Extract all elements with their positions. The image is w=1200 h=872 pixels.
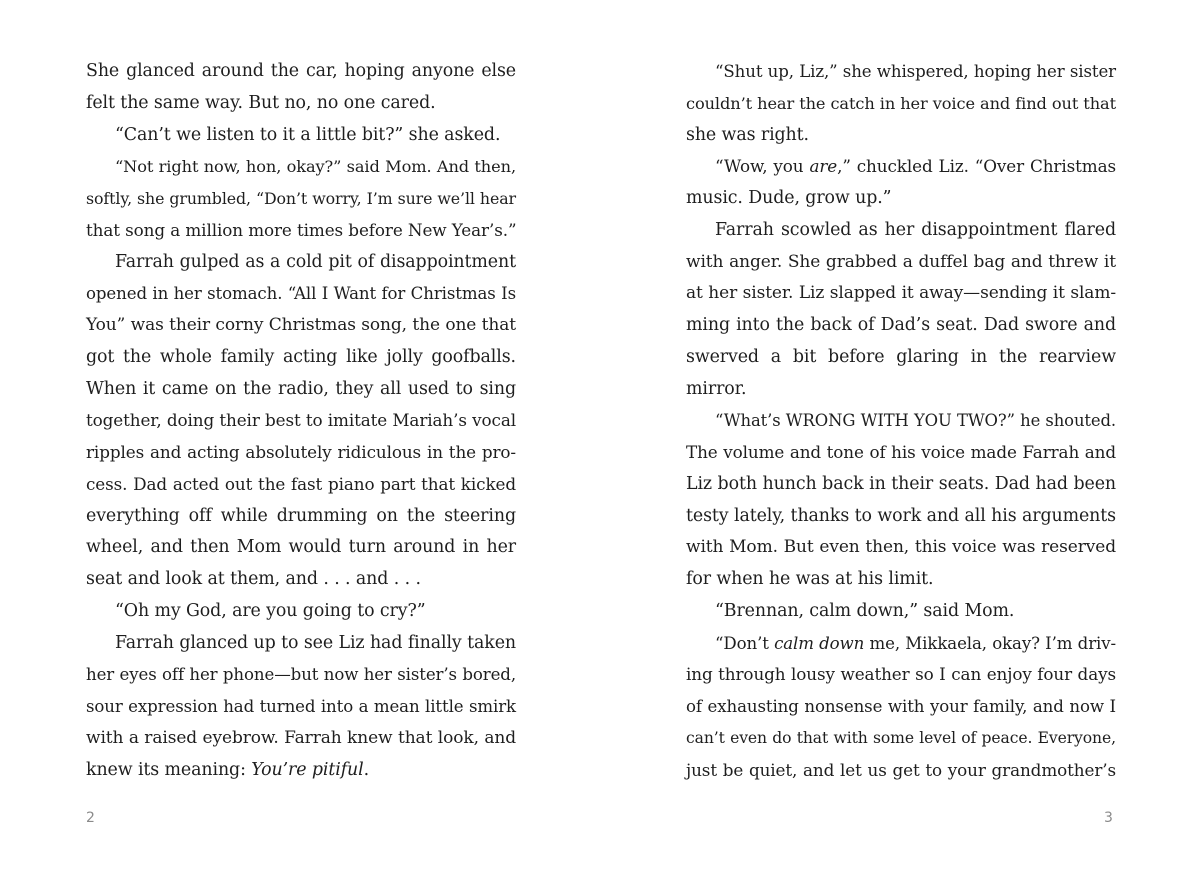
text-line: “Oh my God, are you going to cry?” [115, 600, 426, 621]
text-line: “Don’t calm down me, Mikkaela, okay? I’m driv- [715, 633, 1117, 653]
text-line: can’t even do that with some level of peace. Everyone, [686, 728, 1116, 747]
right-page [686, 56, 1116, 786]
text-line: ming into the back of Dad’s seat. Dad swore and [686, 315, 1116, 335]
text-line: for when he was at his limit. [686, 569, 934, 589]
text-line: You” was their corny Christmas song, the one that [86, 315, 516, 335]
text-line: “Not right now, hon, okay?” said Mom. And then, [115, 157, 516, 177]
text-line: “Wow, you are,” chuckled Liz. “Over Christmas [715, 156, 1116, 177]
text-line: “Brennan, calm down,” said Mom. [715, 600, 1015, 621]
text-line: wheel, and then Mom would turn around in her [86, 537, 516, 558]
text-line: got the whole family acting like jolly goofballs. [86, 346, 516, 367]
text-line: with a raised eyebrow. Farrah knew that look, and [86, 727, 516, 748]
text-line: of exhausting nonsense with your family, and now I [686, 697, 1116, 716]
text-line: Liz both hunch back in their seats. Dad had been [686, 473, 1116, 494]
text-line: seat and look at them, and . . . and . . . [86, 569, 421, 589]
text-line: felt the same way. But no, no one cared. [86, 92, 436, 113]
right-page-number: 3 [1104, 810, 1113, 826]
text-line: couldn’t hear the catch in her voice and find out that [686, 93, 1116, 113]
text-line: knew its meaning: You’re pitiful. [86, 759, 370, 780]
text-line: Farrah glanced up to see Liz had finally taken [115, 632, 516, 653]
text-line: with Mom. But even then, this voice was reserved [686, 537, 1116, 558]
left-page [86, 56, 516, 786]
text-line: with anger. She grabbed a duffel bag and threw it [686, 251, 1116, 272]
text-line: everything off while drumming on the steering [86, 505, 516, 526]
text-line: she was right. [686, 124, 809, 145]
text-line: cess. Dad acted out the fast piano part that kicked [86, 473, 516, 494]
text-line: “What’s WRONG WITH YOU TWO?” he shouted. [715, 411, 1116, 431]
text-line: her eyes off her phone—but now her sister’s bored, [86, 665, 516, 685]
text-line: ripples and acting absolutely ridiculous in the pro- [86, 442, 516, 462]
text-line: at her sister. Liz slapped it away—sending it slam- [686, 283, 1116, 304]
text-line: When it came on the radio, they all used to sing [86, 378, 516, 399]
text-line: Farrah scowled as her disappointment flared [715, 219, 1116, 240]
text-line: that song a million more times before New Year’s.” [86, 219, 517, 240]
text-line: just be quiet, and let us get to your grandmother’s [686, 759, 1116, 780]
text-line: sour expression had turned into a mean little smirk [86, 697, 516, 716]
text-line: “Shut up, Liz,” she whispered, hoping her sister [715, 62, 1116, 81]
text-line: testy lately, thanks to work and all his arguments [686, 505, 1116, 526]
text-line: “Can’t we listen to it a little bit?” she asked. [115, 124, 501, 145]
text-line: opened in her stomach. “All I Want for Christmas Is [86, 284, 516, 304]
left-page-number: 2 [86, 810, 95, 826]
text-line: music. Dude, grow up.” [686, 188, 892, 208]
text-line: mirror. [686, 378, 747, 399]
text-line: ing through lousy weather so I can enjoy four days [686, 664, 1116, 685]
text-line: swerved a bit before glaring in the rearview [686, 346, 1116, 367]
text-line: Farrah gulped as a cold pit of disappointment [115, 251, 516, 272]
text-line: The volume and tone of his voice made Farrah and [686, 442, 1116, 462]
text-line: together, doing their best to imitate Mariah’s vocal [86, 410, 516, 431]
text-line: softly, she grumbled, “Don’t worry, I’m sure we’ll hear [86, 189, 516, 208]
text-line: She glanced around the car, hoping anyone else [86, 61, 516, 81]
